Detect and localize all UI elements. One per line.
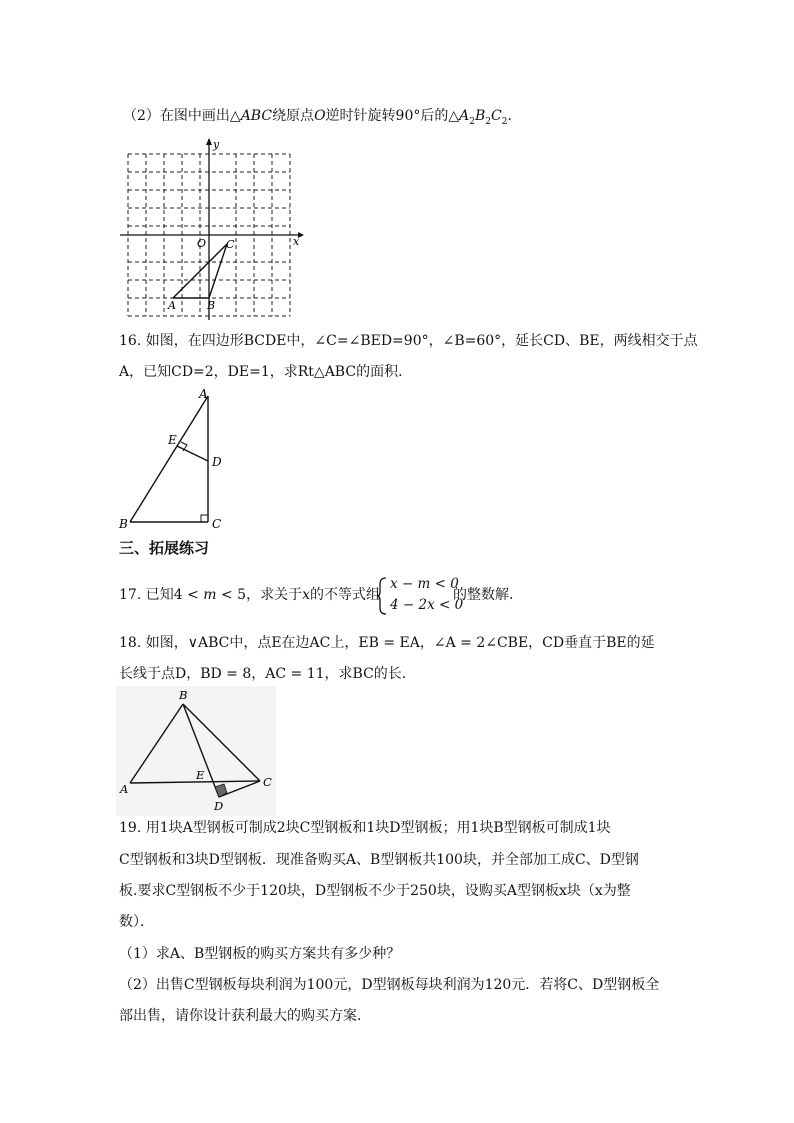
q17-text: 17. 已知4 < m < 5，求关于x的不等式组 <box>119 587 380 603</box>
q19-part1: （1）求A、B型钢板的购买方案共有多少种？ <box>119 946 401 962</box>
point-e-label: E <box>168 433 177 447</box>
q18-line2: 长线于点D，BD = 8，AC = 11，求BC的长． <box>119 666 416 682</box>
y-axis-arrow-icon <box>206 138 212 145</box>
q19-part2-line1: （2）出售C型钢板每块利润为100元，D型钢板每块利润为120元．若将C、D型钢板全 <box>119 977 660 993</box>
y-axis-label: y <box>213 138 220 151</box>
point-b-label: B <box>207 299 216 312</box>
origin-label: O <box>197 237 207 250</box>
q19-line2: C型钢板和3块D型钢板．现准备购买A、B型钢板共100块，并全部加工成C、D型钢 <box>119 852 639 868</box>
point-c-label: C <box>263 775 272 789</box>
point-b-label: B <box>179 688 188 702</box>
right-angle-c-icon <box>201 515 208 522</box>
point-a-label: A <box>199 387 208 401</box>
q15-part2-text: （2）在图中画出△ABC绕原点O逆时针旋转90°后的$\triangle A_2B_2C_2$. <box>123 108 512 127</box>
system-row-1: x − m < 0 <box>390 576 459 592</box>
point-c-label: C <box>212 517 222 531</box>
point-b-label: B <box>119 517 128 531</box>
q19-part2-line2: 部出售，请你设计获利最大的购买方案． <box>119 1008 371 1024</box>
x-axis-label: x <box>293 235 300 248</box>
triangle-lines <box>130 396 208 522</box>
point-d-label: D <box>212 455 222 469</box>
section-heading: 三、拓展练习 <box>119 539 210 557</box>
q19-line3: 板.要求C型钢板不少于120块，D型钢板不少于250块，设购买A型钢板x块（x为整 <box>119 883 631 899</box>
point-a-label: A <box>120 782 129 796</box>
system-brace-icon <box>376 576 388 616</box>
right-triangle-figure <box>115 386 230 536</box>
q19-line1: 19. 用1块A型钢板可制成2块C型钢板和1块D型钢板；用1块B型钢板可制成1块 <box>119 820 611 836</box>
q18-line1: 18. 如图，∨ABC中，点E在边AC上，EB = EA，∠A = 2∠CBE，CD垂直于BE的延 <box>119 635 655 651</box>
system-row-2: 4 − 2x < 0 <box>390 597 464 613</box>
point-d-label: D <box>214 799 224 813</box>
q16-line2: A，已知CD=2，DE=1，求Rt△ABC的面积． <box>119 364 413 380</box>
point-e-label: E <box>196 768 205 782</box>
triangle-bd-figure <box>116 686 276 816</box>
coordinate-grid-figure <box>118 135 308 320</box>
q16-line1: 16. 如图，在四边形BCDE中，∠C=∠BED=90°，∠B=60°，延长CD、BE，两线相交于点 <box>119 333 698 349</box>
q17-end: 的整数解． <box>453 587 523 603</box>
point-a-label: A <box>168 299 176 312</box>
q19-line4: 数）． <box>119 914 154 930</box>
axes <box>120 139 298 320</box>
figure-background <box>116 686 276 816</box>
point-c-label: C <box>226 238 235 251</box>
